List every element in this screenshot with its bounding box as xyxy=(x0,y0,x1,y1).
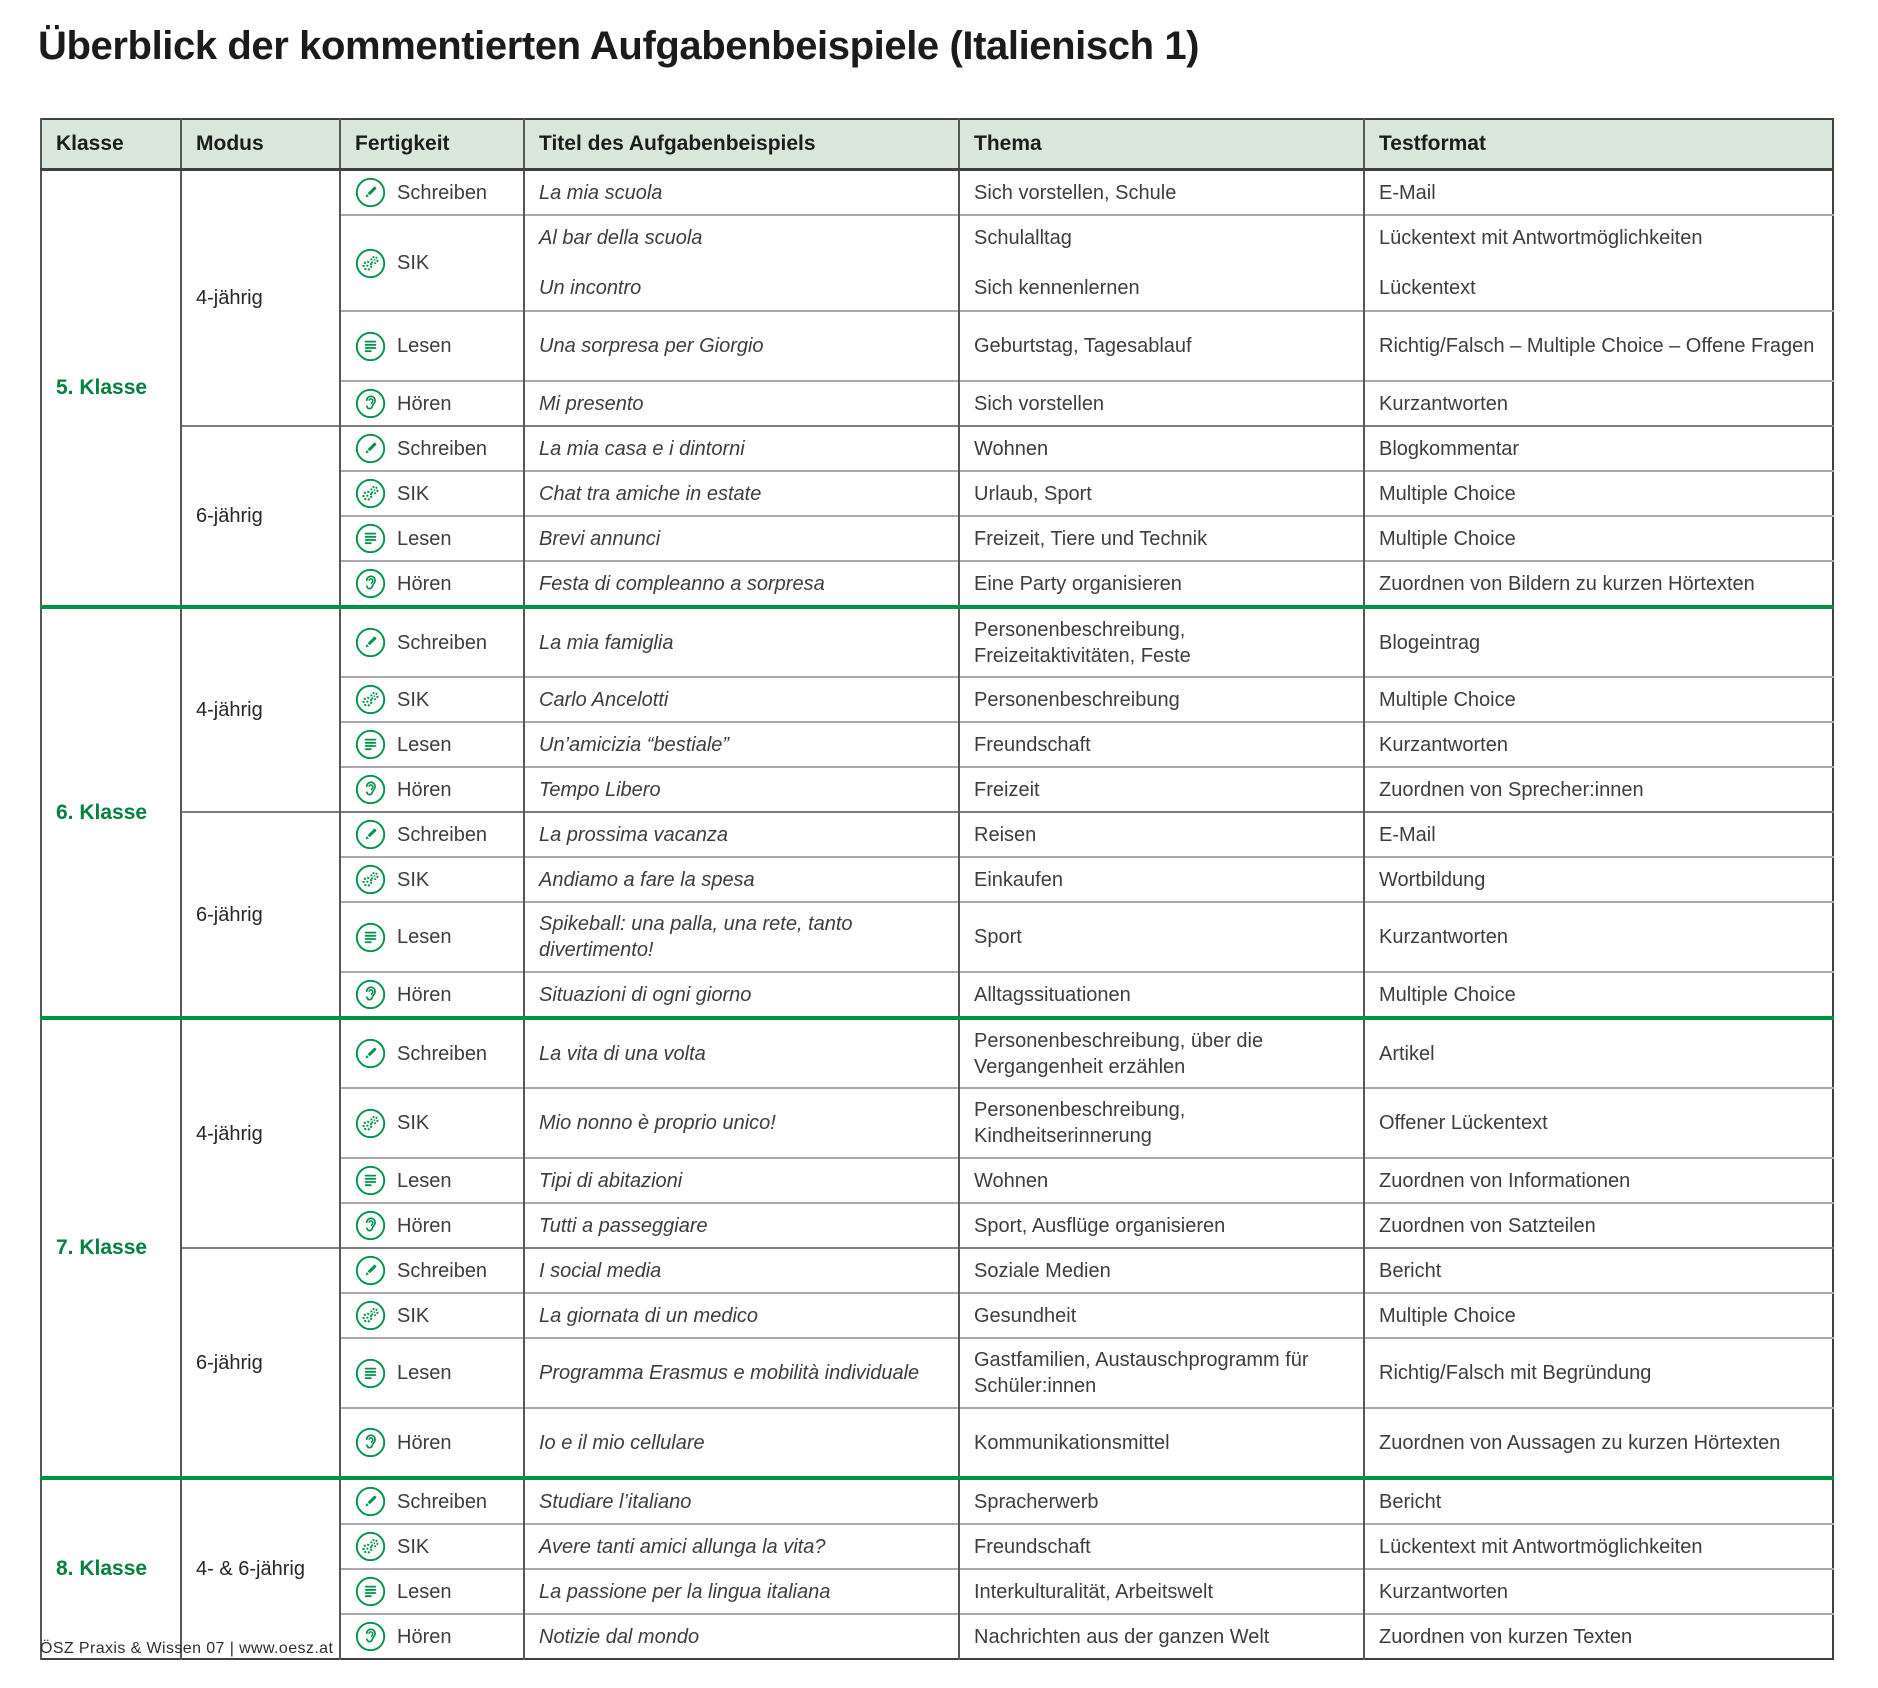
skill-cell xyxy=(340,1203,524,1248)
title-cell xyxy=(524,381,959,426)
title-cell xyxy=(524,561,959,607)
skill-label: Lesen xyxy=(397,733,452,756)
task-title: Spikeball: una palla, una rete, tanto divertimento! xyxy=(539,913,853,961)
title-cell xyxy=(524,1478,959,1524)
gears-icon xyxy=(355,684,386,715)
ear-icon xyxy=(355,1427,386,1458)
theme-text: Personenbeschreibung xyxy=(974,688,1180,711)
modus-label: 6-jährig xyxy=(181,812,340,1018)
format-text: Zuordnen von Bildern zu kurzen Hörtexten xyxy=(1379,572,1755,595)
title-cell xyxy=(524,1408,959,1478)
skill-label: Schreiben xyxy=(397,1259,488,1282)
footer-imprint: ÖSZ Praxis & Wissen 07 | www.oesz.at xyxy=(40,1640,334,1657)
format-text: Richtig/Falsch – Multiple Choice – Offene Fragen xyxy=(1379,335,1815,357)
skill-label: SIK xyxy=(397,1112,430,1134)
reading-lines-icon xyxy=(355,1165,386,1196)
gears-icon xyxy=(355,864,386,895)
format-text: Bericht xyxy=(1379,1490,1442,1513)
theme-text: Sich vorstellen, Schule xyxy=(974,181,1177,204)
theme-text: Gesundheit xyxy=(974,1304,1077,1327)
theme-text: Nachrichten aus der ganzen Welt xyxy=(974,1625,1270,1648)
format-cell xyxy=(1364,1248,1833,1293)
task-title: Un incontro xyxy=(539,277,642,299)
skill-label: Lesen xyxy=(397,335,452,357)
theme-cell xyxy=(959,812,1364,857)
skill-label: SIK xyxy=(397,1535,430,1558)
theme-cell xyxy=(959,972,1364,1018)
theme-cell xyxy=(959,1478,1364,1524)
task-title: La mia casa e i dintorni xyxy=(539,437,745,460)
title-cell xyxy=(524,1338,959,1408)
format-cell xyxy=(1364,381,1833,426)
format-text: Multiple Choice xyxy=(1379,688,1516,711)
theme-text: Einkaufen xyxy=(974,868,1063,891)
title-cell xyxy=(524,1524,959,1569)
task-title: Notizie dal mondo xyxy=(539,1625,700,1648)
format-cell xyxy=(1364,677,1833,722)
modus-label: 6-jährig xyxy=(181,1248,340,1478)
theme-cell xyxy=(959,1018,1364,1088)
title-cell xyxy=(524,1088,959,1158)
theme-text: Sich kennenlernen xyxy=(974,277,1140,299)
skill-cell xyxy=(340,812,524,857)
reading-lines-icon xyxy=(355,729,386,760)
task-title: La giornata di un medico xyxy=(539,1304,759,1327)
skill-cell xyxy=(340,1293,524,1338)
title-cell xyxy=(524,1248,959,1293)
title-cell xyxy=(524,1569,959,1614)
format-text: Blogeintrag xyxy=(1379,631,1481,654)
skill-cell xyxy=(340,607,524,677)
title-cell xyxy=(524,1614,959,1659)
pencil-icon xyxy=(355,1038,386,1069)
format-cell xyxy=(1364,1569,1833,1614)
skill-label: Lesen xyxy=(397,926,452,948)
skill-cell xyxy=(340,1018,524,1088)
task-title: Situazioni di ogni giorno xyxy=(539,983,752,1006)
class-label: 7. Klasse xyxy=(41,1018,181,1478)
title-cell xyxy=(524,1018,959,1088)
theme-text: Geburtstag, Tagesablauf xyxy=(974,335,1192,357)
skill-cell xyxy=(340,516,524,561)
format-text: Kurzantworten xyxy=(1379,1580,1508,1603)
skill-cell xyxy=(340,311,524,381)
theme-text: Freundschaft xyxy=(974,733,1091,756)
task-title: Mi presento xyxy=(539,392,644,415)
format-text: Multiple Choice xyxy=(1379,1304,1516,1327)
theme-cell xyxy=(959,1614,1364,1659)
format-cell xyxy=(1364,215,1833,311)
theme-cell xyxy=(959,170,1364,216)
theme-cell xyxy=(959,381,1364,426)
table-row xyxy=(41,170,1833,216)
task-title: Programma Erasmus e mobilità individuale xyxy=(539,1362,920,1384)
format-text: Artikel xyxy=(1379,1042,1435,1065)
pencil-icon xyxy=(355,1255,386,1286)
skill-label: Hören xyxy=(397,1214,452,1237)
title-cell xyxy=(524,812,959,857)
theme-text: Freizeit xyxy=(974,778,1040,801)
theme-text: Sport, Ausflüge organisieren xyxy=(974,1214,1226,1237)
pencil-icon xyxy=(355,1486,386,1517)
format-text: Zuordnen von Aussagen zu kurzen Hörtexten xyxy=(1379,1431,1781,1454)
format-text: Lückentext mit Antwortmöglichkeiten xyxy=(1379,227,1703,249)
title-cell xyxy=(524,471,959,516)
format-cell xyxy=(1364,607,1833,677)
modus-label: 4-jährig xyxy=(181,607,340,812)
pencil-icon xyxy=(355,819,386,850)
header-fertigkeit: Fertigkeit xyxy=(340,119,524,170)
title-cell xyxy=(524,1203,959,1248)
format-cell xyxy=(1364,516,1833,561)
gears-icon xyxy=(355,1300,386,1331)
theme-cell xyxy=(959,1293,1364,1338)
skill-cell xyxy=(340,677,524,722)
title-cell xyxy=(524,677,959,722)
format-cell xyxy=(1364,1293,1833,1338)
skill-cell xyxy=(340,1478,524,1524)
format-cell xyxy=(1364,1018,1833,1088)
theme-cell xyxy=(959,677,1364,722)
theme-text: Personenbeschreibung, über die Vergangenheit erzählen xyxy=(974,1029,1264,1078)
table-row xyxy=(41,1018,1833,1088)
skill-label: SIK xyxy=(397,252,430,274)
skill-cell xyxy=(340,1614,524,1659)
reading-lines-icon xyxy=(355,922,386,953)
format-cell xyxy=(1364,311,1833,381)
title-cell xyxy=(524,170,959,216)
class-label: 5. Klasse xyxy=(41,170,181,608)
header-thema: Thema xyxy=(959,119,1364,170)
table-row xyxy=(41,1478,1833,1524)
title-cell xyxy=(524,767,959,812)
format-text: E-Mail xyxy=(1379,823,1436,846)
format-cell xyxy=(1364,561,1833,607)
task-title: Andiamo a fare la spesa xyxy=(539,868,755,891)
format-text: Offener Lückentext xyxy=(1379,1112,1548,1134)
task-title: Io e il mio cellulare xyxy=(539,1431,705,1454)
skill-label: Schreiben xyxy=(397,631,488,654)
format-cell xyxy=(1364,1203,1833,1248)
skill-label: Hören xyxy=(397,1625,452,1648)
theme-cell xyxy=(959,426,1364,471)
format-text: Richtig/Falsch mit Begründung xyxy=(1379,1362,1652,1384)
task-title: Una sorpresa per Giorgio xyxy=(539,335,764,357)
skill-label: Lesen xyxy=(397,527,452,550)
theme-cell xyxy=(959,1524,1364,1569)
pencil-icon xyxy=(355,177,386,208)
format-cell xyxy=(1364,1158,1833,1203)
task-title: Brevi annunci xyxy=(539,527,661,550)
skill-cell xyxy=(340,972,524,1018)
task-title: I social media xyxy=(539,1259,662,1282)
theme-cell xyxy=(959,607,1364,677)
theme-cell xyxy=(959,902,1364,972)
format-cell xyxy=(1364,1524,1833,1569)
modus-label: 4-jährig xyxy=(181,1018,340,1248)
theme-text: Eine Party organisieren xyxy=(974,572,1182,595)
skill-cell xyxy=(340,1088,524,1158)
theme-cell xyxy=(959,215,1364,311)
format-cell xyxy=(1364,767,1833,812)
reading-lines-icon xyxy=(355,1358,386,1389)
title-cell xyxy=(524,857,959,902)
skill-label: Hören xyxy=(397,1431,452,1454)
skill-cell xyxy=(340,722,524,767)
theme-text: Alltagssituationen xyxy=(974,983,1131,1006)
table-row xyxy=(41,426,1833,471)
format-text: Lückentext xyxy=(1379,277,1476,299)
gears-icon xyxy=(355,248,386,279)
header-testformat: Testformat xyxy=(1364,119,1833,170)
task-title: La mia famiglia xyxy=(539,631,674,654)
task-title: La mia scuola xyxy=(539,181,663,204)
format-cell xyxy=(1364,857,1833,902)
theme-text: Kommunikationsmittel xyxy=(974,1431,1170,1454)
gears-icon xyxy=(355,1108,386,1139)
format-text: Lückentext mit Antwortmöglichkeiten xyxy=(1379,1535,1703,1558)
skill-cell xyxy=(340,1158,524,1203)
theme-text: Personenbeschreibung, Freizeitaktivitäten, Feste xyxy=(974,618,1191,667)
theme-text: Wohnen xyxy=(974,437,1049,460)
theme-cell xyxy=(959,471,1364,516)
format-text: Multiple Choice xyxy=(1379,482,1516,505)
skill-cell xyxy=(340,381,524,426)
theme-text: Spracherwerb xyxy=(974,1490,1099,1513)
title-cell xyxy=(524,516,959,561)
modus-label: 4-jährig xyxy=(181,170,340,427)
format-text: Multiple Choice xyxy=(1379,983,1516,1006)
theme-cell xyxy=(959,1338,1364,1408)
theme-text: Urlaub, Sport xyxy=(974,482,1092,505)
skill-cell xyxy=(340,1338,524,1408)
skill-label: SIK xyxy=(397,482,430,505)
format-text: Kurzantworten xyxy=(1379,733,1508,756)
skill-cell xyxy=(340,1569,524,1614)
format-cell xyxy=(1364,426,1833,471)
skill-cell xyxy=(340,1408,524,1478)
theme-text: Soziale Medien xyxy=(974,1259,1111,1282)
task-title: Tempo Libero xyxy=(539,778,661,801)
skill-cell xyxy=(340,902,524,972)
title-cell xyxy=(524,311,959,381)
reading-lines-icon xyxy=(355,523,386,554)
ear-icon xyxy=(355,774,386,805)
format-text: Zuordnen von Sprecher:innen xyxy=(1379,778,1644,801)
format-text: Multiple Choice xyxy=(1379,527,1516,550)
class-label: 6. Klasse xyxy=(41,607,181,1018)
skill-label: Schreiben xyxy=(397,1490,488,1513)
title-cell xyxy=(524,972,959,1018)
format-text: E-Mail xyxy=(1379,181,1436,204)
skill-label: Schreiben xyxy=(397,181,488,204)
theme-text: Freizeit, Tiere und Technik xyxy=(974,527,1208,550)
theme-cell xyxy=(959,1408,1364,1478)
task-title: Festa di compleanno a sorpresa xyxy=(539,572,825,595)
reading-lines-icon xyxy=(355,331,386,362)
skill-label: Hören xyxy=(397,983,452,1006)
table-row xyxy=(41,607,1833,677)
skill-cell xyxy=(340,561,524,607)
task-title: La vita di una volta xyxy=(539,1042,706,1065)
theme-cell xyxy=(959,1158,1364,1203)
task-title: Avere tanti amici allunga la vita? xyxy=(539,1535,826,1558)
overview-table xyxy=(40,118,1834,1660)
theme-text: Freundschaft xyxy=(974,1535,1091,1558)
skill-label: Hören xyxy=(397,392,452,415)
skill-label: Hören xyxy=(397,778,452,801)
skill-label: SIK xyxy=(397,1304,430,1327)
skill-cell xyxy=(340,170,524,216)
table-row xyxy=(41,812,1833,857)
title-cell xyxy=(524,902,959,972)
theme-cell xyxy=(959,1088,1364,1158)
theme-cell xyxy=(959,767,1364,812)
format-cell xyxy=(1364,1088,1833,1158)
theme-cell xyxy=(959,516,1364,561)
modus-label: 6-jährig xyxy=(181,426,340,607)
gears-icon xyxy=(355,478,386,509)
ear-icon xyxy=(355,979,386,1010)
theme-cell xyxy=(959,1569,1364,1614)
skill-label: SIK xyxy=(397,868,430,891)
header-titel: Titel des Aufgabenbeispiels xyxy=(524,119,959,170)
format-cell xyxy=(1364,170,1833,216)
skill-label: Schreiben xyxy=(397,823,488,846)
title-cell xyxy=(524,722,959,767)
theme-cell xyxy=(959,311,1364,381)
theme-cell xyxy=(959,561,1364,607)
theme-text: Reisen xyxy=(974,823,1037,846)
task-title: Chat tra amiche in estate xyxy=(539,482,762,505)
skill-cell xyxy=(340,1524,524,1569)
theme-cell xyxy=(959,1203,1364,1248)
format-cell xyxy=(1364,1408,1833,1478)
header-modus: Modus xyxy=(181,119,340,170)
theme-text: Gastfamilien, Austauschprogramm für Schüler:innen xyxy=(974,1349,1309,1397)
skill-label: Lesen xyxy=(397,1580,452,1603)
ear-icon xyxy=(355,1210,386,1241)
skill-label: Lesen xyxy=(397,1362,452,1384)
theme-text: Schulalltag xyxy=(974,227,1072,249)
theme-text: Sich vorstellen xyxy=(974,392,1105,415)
format-cell xyxy=(1364,902,1833,972)
format-cell xyxy=(1364,471,1833,516)
reading-lines-icon xyxy=(355,1576,386,1607)
format-text: Zuordnen von Satzteilen xyxy=(1379,1214,1596,1237)
format-text: Kurzantworten xyxy=(1379,926,1508,948)
theme-text: Sport xyxy=(974,926,1022,948)
header-row xyxy=(41,119,1833,170)
title-cell xyxy=(524,607,959,677)
title-cell xyxy=(524,426,959,471)
title-cell xyxy=(524,1293,959,1338)
theme-text: Wohnen xyxy=(974,1169,1049,1192)
task-title: Mio nonno è proprio unico! xyxy=(539,1112,776,1134)
pencil-icon xyxy=(355,627,386,658)
title-cell xyxy=(524,215,959,311)
header-klasse: Klasse xyxy=(41,119,181,170)
skill-label: Lesen xyxy=(397,1169,452,1192)
skill-label: Schreiben xyxy=(397,437,488,460)
format-text: Wortbildung xyxy=(1379,868,1486,891)
skill-cell xyxy=(340,767,524,812)
format-text: Zuordnen von kurzen Texten xyxy=(1379,1625,1633,1648)
task-title: La prossima vacanza xyxy=(539,823,728,846)
pencil-icon xyxy=(355,433,386,464)
task-title: Studiare l’italiano xyxy=(539,1490,692,1513)
class-label: 8. Klasse xyxy=(41,1478,181,1659)
format-text: Blogkommentar xyxy=(1379,437,1520,460)
task-title: La passione per la lingua italiana xyxy=(539,1580,831,1603)
skill-cell xyxy=(340,471,524,516)
skill-cell xyxy=(340,215,524,311)
theme-cell xyxy=(959,1248,1364,1293)
ear-icon xyxy=(355,568,386,599)
modus-label: 4- & 6-jährig xyxy=(181,1478,340,1659)
task-title: Un’amicizia “bestiale” xyxy=(539,733,730,756)
skill-label: Hören xyxy=(397,572,452,595)
task-title: Tutti a passeggiare xyxy=(539,1214,708,1237)
format-text: Bericht xyxy=(1379,1259,1442,1282)
skill-label: Schreiben xyxy=(397,1042,488,1065)
gears-icon xyxy=(355,1531,386,1562)
skill-cell xyxy=(340,1248,524,1293)
format-text: Zuordnen von Informationen xyxy=(1379,1169,1631,1192)
format-cell xyxy=(1364,722,1833,767)
format-text: Kurzantworten xyxy=(1379,392,1508,415)
format-cell xyxy=(1364,1614,1833,1659)
ear-icon xyxy=(355,1621,386,1652)
task-title: Al bar della scuola xyxy=(539,227,703,249)
task-title: Carlo Ancelotti xyxy=(539,688,669,711)
format-cell xyxy=(1364,812,1833,857)
format-cell xyxy=(1364,972,1833,1018)
title-cell xyxy=(524,1158,959,1203)
skill-cell xyxy=(340,426,524,471)
skill-label: SIK xyxy=(397,688,430,711)
theme-text: Interkulturalität, Arbeitswelt xyxy=(974,1580,1213,1603)
theme-cell xyxy=(959,722,1364,767)
theme-text: Personenbeschreibung, Kindheitserinnerung xyxy=(974,1099,1186,1147)
format-cell xyxy=(1364,1478,1833,1524)
table-row xyxy=(41,1248,1833,1293)
ear-icon xyxy=(355,388,386,419)
task-title: Tipi di abitazioni xyxy=(539,1169,683,1192)
format-cell xyxy=(1364,1338,1833,1408)
page-title: Überblick der kommentierten Aufgabenbeispiele (Italienisch 1) xyxy=(38,24,1200,68)
skill-cell xyxy=(340,857,524,902)
theme-cell xyxy=(959,857,1364,902)
